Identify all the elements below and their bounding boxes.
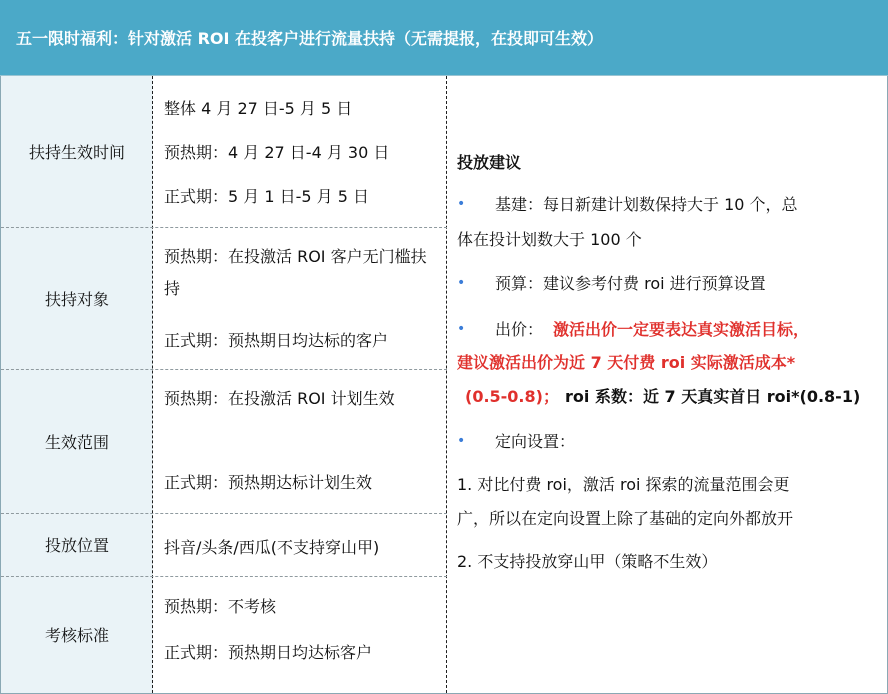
advice-build-line2: 体在投计划数大于 100 个 bbox=[457, 230, 642, 249]
effective-time-overall: 整体 4 月 27 日-5 月 5 日 bbox=[164, 99, 353, 118]
advice-build-line1: 基建：每日新建计划数保持大于 10 个，总 bbox=[495, 195, 798, 214]
advice-bid-highlight-2: 建议激活出价为近 7 天付费 roi 实际激活成本* bbox=[457, 353, 796, 372]
assessment-official: 正式期：预热期日均达标客户 bbox=[164, 643, 373, 662]
row-value-effective-time bbox=[153, 76, 447, 227]
advice-budget: 预算：建议参考付费 roi 进行预算设置 bbox=[495, 274, 766, 293]
row-label-target: 扶持对象 bbox=[44, 289, 109, 309]
bullet-icon: • bbox=[457, 275, 466, 291]
bullet-icon: • bbox=[457, 321, 466, 337]
banner-title: 五一限时福利：针对激活 ROI 在投客户进行流量扶持（无需提报，在投即可生效） bbox=[0, 0, 888, 76]
target-official: 正式期：预热期日均达标的客户 bbox=[164, 331, 389, 350]
effective-time-official: 正式期：5 月 1 日-5 月 5 日 bbox=[164, 187, 370, 206]
row-label-effective-time: 扶持生效时间 bbox=[28, 143, 125, 162]
advice-note-1-line1: 1. 对比付费 roi，激活 roi 探索的流量范围会更 bbox=[457, 475, 790, 494]
advice-note-1-line2: 广，所以在定向设置上除了基础的定向外都放开 bbox=[457, 509, 794, 528]
scope-warmup: 预热期：在投激活 ROI 计划生效 bbox=[164, 389, 395, 408]
scope-official: 正式期：预热期达标计划生效 bbox=[164, 473, 373, 492]
effective-time-warmup: 预热期：4 月 27 日-4 月 30 日 bbox=[164, 143, 390, 162]
row-value-placement bbox=[153, 513, 447, 576]
policy-table bbox=[0, 76, 888, 694]
advice-title: 投放建议 bbox=[457, 153, 522, 172]
bullet-icon: • bbox=[457, 196, 466, 212]
row-label-placement: 投放位置 bbox=[44, 536, 109, 555]
assessment-warmup: 预热期：不考核 bbox=[164, 597, 277, 616]
advice-bid-label: 出价： bbox=[495, 320, 544, 339]
row-value-assessment bbox=[153, 576, 447, 693]
placement-value: 抖音/头条/西瓜(不支持穿山甲) bbox=[164, 538, 380, 557]
row-value-scope bbox=[153, 369, 447, 513]
row-value-target bbox=[153, 227, 447, 369]
advice-bid-highlight-1: 激活出价一定要表达真实激活目标， bbox=[553, 320, 810, 339]
row-label-scope: 生效范围 bbox=[44, 432, 109, 452]
bullet-icon: • bbox=[457, 433, 466, 449]
row-label-assessment: 考核标准 bbox=[44, 626, 109, 645]
target-warmup: 预热期：在投激活 ROI 客户无门槛扶持 bbox=[164, 247, 427, 298]
advice-targeting: 定向设置： bbox=[495, 432, 576, 451]
advice-bid-highlight-3: (0.5-0.8)； bbox=[465, 387, 559, 406]
advice-bid-coefficient: roi 系数：近 7 天真实首日 roi*(0.8-1) bbox=[565, 387, 861, 406]
advice-note-2: 2. 不支持投放穿山甲（策略不生效） bbox=[457, 552, 718, 571]
